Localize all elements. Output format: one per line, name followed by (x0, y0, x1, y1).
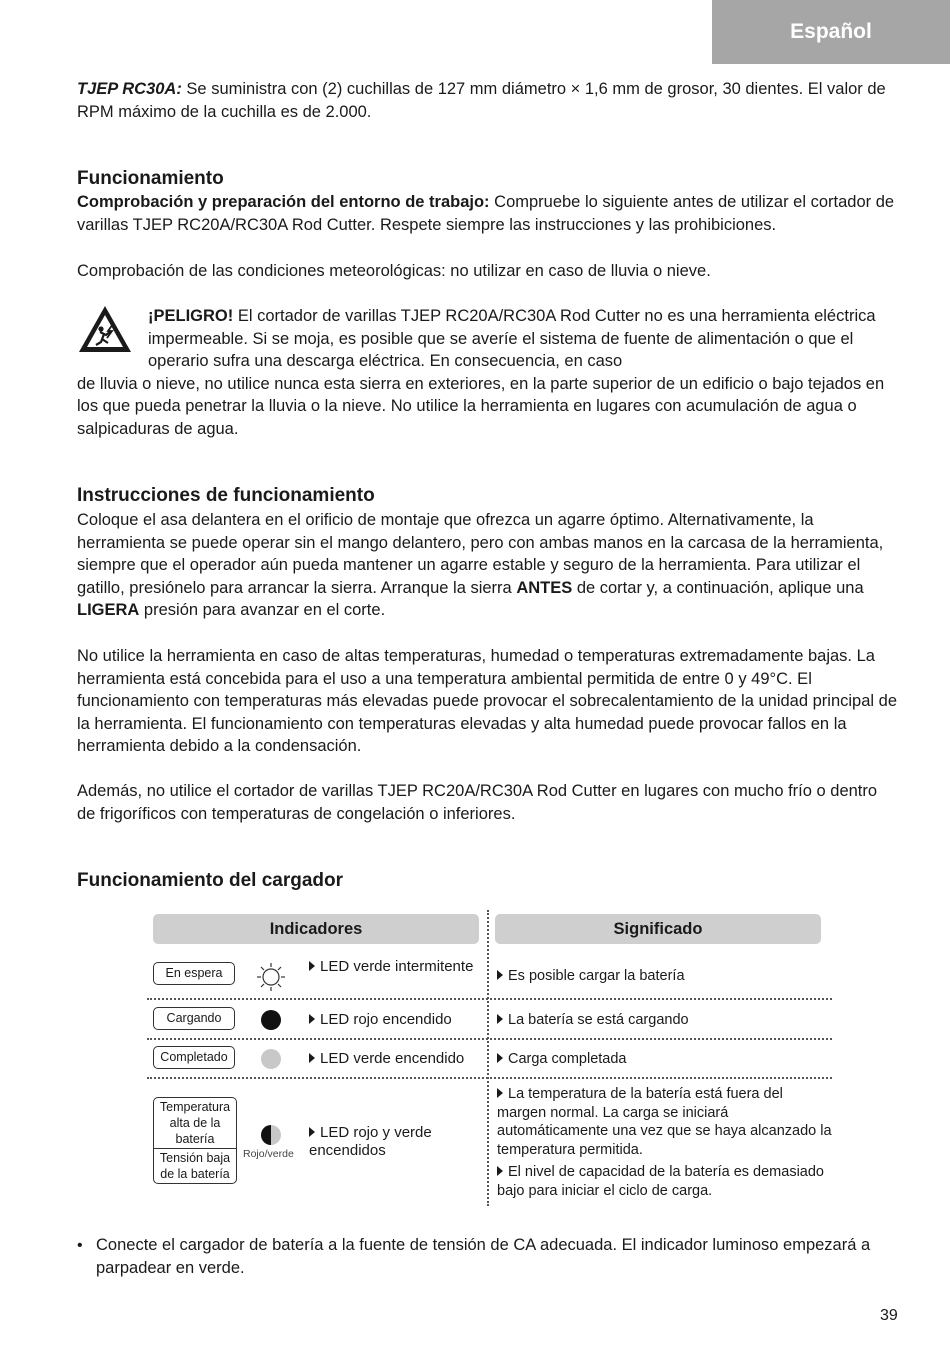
bullet-symbol: • (77, 1237, 83, 1254)
led-text: LED rojo y verde encendidos (309, 1124, 432, 1159)
instructions-text-a: Coloque el asa delantera en el orificio de montaje que ofrezca un agarre óptimo. Alternativamente, la herramienta se puede operar sin el mango delantero, pero con ambas manos en la carcasa de la herramienta, siempre que el operador aún pueda mantener un agarre estable y seguro de la herramienta. Para utilizar el gatillo, presiónelo para arrancar la sierra. Arranque la sierra (77, 511, 884, 597)
danger-text-1: El cortador de varillas TJEP RC20A/RC30A Rod Cutter no es una herramienta eléctrica impermeable. Si se moja, es posible que se averíe el sistema de fuente de alimentación o que el operario sufra una descarga eléctrica. En consecuencia, en caso (148, 307, 876, 371)
arrow-bullet-icon (497, 1014, 503, 1024)
meaning-value: Es posible cargar la batería (508, 968, 685, 984)
meaning-value: La batería se está cargando (508, 1012, 689, 1028)
intro-paragraph (77, 78, 897, 123)
led-text: LED verde intermitente (320, 958, 474, 975)
meaning-value: La temperatura de la batería está fuera del margen normal. La carga se iniciará automáticamente una vez que se haya alcanzado la temperatura permitida. (497, 1086, 832, 1158)
instructions-paragraph-2: No utilice la herramienta en caso de altas temperaturas, humedad o temperaturas extremadamente bajas. La herramienta está concebida para el uso a una temperatura ambiental permitida de entre 0 y 49°C. El funcionamiento con temperaturas más elevadas puede provocar el sobrecalentamiento de la unidad principal de la herramienta. El funcionamiento con temperaturas elevadas y alta humedad puede provocar fallos en la herramienta debido a la condensación. (77, 647, 898, 756)
check-label: Comprobación y preparación del entorno de trabajo: (77, 193, 490, 211)
led-description (309, 1050, 484, 1068)
meaning-value: Carga completada (508, 1051, 627, 1067)
check-text: Compruebe lo siguiente antes de utilizar el cortador de varillas TJEP RC20A/RC30A Rod Cutter. Respete siempre las instrucciones y las prohibiciones. (77, 193, 895, 234)
danger-label: ¡PELIGRO! (148, 307, 234, 325)
led-text: LED rojo encendido (320, 1011, 452, 1028)
state-label-high-temp: Temperatura alta de la batería (154, 1098, 236, 1149)
state-label-low-voltage: Tensión baja de la batería (159, 1151, 231, 1181)
column-header-indicadores: Indicadores (153, 914, 479, 944)
meaning-text (497, 1085, 832, 1159)
section-heading-cargador: Funcionamiento del cargador (77, 870, 344, 891)
solid-led-icon (260, 1048, 282, 1070)
instructions-text-c: presión para avanzar en el corte. (139, 601, 386, 620)
solid-led-icon (260, 1009, 282, 1031)
meaning-value: El nivel de capacidad de la batería es demasiado bajo para iniciar el ciclo de carga. (497, 1164, 824, 1199)
meaning-text (497, 1011, 827, 1030)
arrow-bullet-icon (309, 1014, 315, 1024)
state-label: Completado (153, 1046, 235, 1069)
state-label-pair (153, 1097, 237, 1184)
arrow-bullet-icon (309, 961, 315, 971)
blinking-led-icon (256, 962, 286, 992)
bullet-text: Conecte el cargador de batería a la fuente de tensión de CA adecuada. El indicador luminoso empezará a parpadear en verde. (96, 1236, 871, 1277)
language-tab: Español (712, 0, 950, 64)
emphasis-antes: ANTES (516, 578, 573, 597)
instructions-paragraph-1 (77, 509, 897, 622)
row-divider (147, 1038, 832, 1040)
instructions-text-b: de cortar y, a continuación, aplique una (572, 578, 864, 597)
half-led-icon (260, 1124, 282, 1146)
state-label: En espera (153, 962, 235, 985)
led-text: LED verde encendido (320, 1050, 465, 1067)
section-heading-funcionamiento: Funcionamiento (77, 168, 224, 189)
led-description (309, 1011, 484, 1029)
meaning-text (497, 1050, 827, 1069)
arrow-bullet-icon (309, 1127, 315, 1137)
arrow-bullet-icon (497, 970, 503, 980)
led-description (309, 958, 484, 976)
weather-paragraph: Comprobación de las condiciones meteorológicas: no utilizar en caso de lluvia o nieve. (77, 262, 711, 280)
check-paragraph (77, 191, 897, 236)
intro-model: TJEP RC30A: (77, 80, 182, 98)
led-description (309, 1124, 484, 1160)
instructions-paragraph-3: Además, no utilice el cortador de varillas TJEP RC20A/RC30A Rod Cutter en lugares con mucho frío o dentro de frigoríficos con temperaturas de congelación o inferiores. (77, 782, 878, 823)
arrow-bullet-icon (497, 1053, 503, 1063)
arrow-bullet-icon (497, 1088, 503, 1098)
meaning-text (497, 1163, 832, 1200)
row-divider (147, 998, 832, 1000)
danger-first-part (77, 305, 897, 373)
column-divider (487, 910, 489, 1206)
section-heading-instrucciones: Instrucciones de funcionamiento (77, 485, 375, 506)
arrow-bullet-icon (497, 1166, 503, 1176)
danger-text-2: de lluvia o nieve, no utilice nunca esta sierra en exteriores, en la parte superior de un edificio o bajo tejados en los que pueda penetrar la lluvia o la nieve. No utilice la herramienta en lugares con acumulación de agua o salpicaduras de agua. (77, 374, 885, 438)
emphasis-ligera: LIGERA (77, 601, 140, 620)
charger-table (147, 910, 837, 1210)
meaning-text (497, 967, 827, 986)
danger-warning (77, 305, 897, 441)
column-header-significado: Significado (495, 914, 821, 944)
state-label: Cargando (153, 1007, 235, 1030)
row-divider (147, 1077, 832, 1079)
arrow-bullet-icon (309, 1053, 315, 1063)
intro-text: Se suministra con (2) cuchillas de 127 mm diámetro × 1,6 mm de grosor, 30 dientes. El valor de RPM máximo de la cuchilla es de 2.000. (77, 80, 886, 121)
page-number: 39 (880, 1307, 898, 1324)
led-caption: Rojo/verde (243, 1148, 294, 1160)
